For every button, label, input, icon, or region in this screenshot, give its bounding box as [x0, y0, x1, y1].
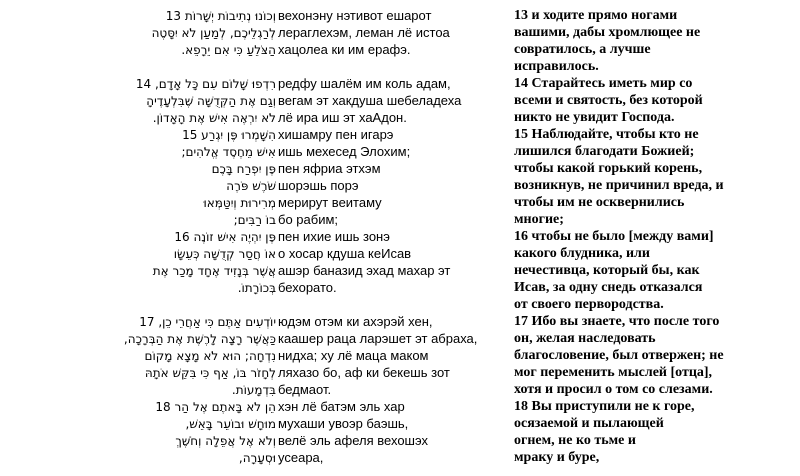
transliteration-line: пен яфриа этхэм [278, 161, 381, 176]
russian-line: 17 Ибо вы знаете, что после того [514, 314, 720, 329]
transliteration-line: хацолеа ки им ерафэ. [278, 42, 411, 57]
russian-line: благословение, был отвержен; не [514, 348, 724, 363]
russian-line: многие; [514, 212, 564, 227]
hebrew-line: רִדְפוּ שָׁלוֹם עִם כָּל אָדָם, 14 [135, 77, 276, 91]
transliteration-line: вегам эт хакдуша шебеладеха [278, 93, 462, 108]
hebrew-line: לְחָזֹר בּוֹ, אַף כִּי בִּקֵּשׁ אֹתָהּ [144, 366, 276, 380]
hebrew-line: כַּאֲשֶׁר רָצָה לָרֶשֶׁת אֶת הַבְּרָכָה, [123, 332, 276, 346]
russian-line: возникнув, не причинил вреда, и [514, 178, 724, 193]
transliteration-line: ишь мехесед Элохим; [278, 144, 411, 159]
transliteration-line: усеара, [278, 450, 324, 465]
russian-line: нечестивца, который бы, как [514, 263, 700, 278]
hebrew-line: מְרִירוּת וְיִטַּמְּאוּ [203, 196, 276, 210]
russian-line: совратилось, а лучше [514, 42, 651, 57]
hebrew-line: וְכוֹנוּ נְתִיבוֹת יְשָׁרוֹת 13 [165, 9, 276, 23]
hebrew-line: בְּכוֹרָתוֹ. [237, 281, 276, 295]
russian-line: чтобы им не осквернились [514, 195, 685, 210]
russian-line: огнем, не ко тьме и [514, 433, 636, 448]
transliteration-line: редфу шалём им коль адам, [278, 76, 451, 91]
transliteration-line: о хосар кдуша кеИсав [278, 246, 412, 261]
russian-line: 16 чтобы не было [между вами] [514, 229, 714, 244]
transliteration-line: вехонэну нэтивот ешарот [278, 8, 432, 23]
transliteration-line: хишамру пен игарэ [278, 127, 394, 142]
russian-line: никто не увидит Господа. [514, 110, 675, 125]
hebrew-line: וְלֹא אֶל אֲפֵלָה וְחֹשֶׁךְ [175, 434, 276, 448]
russian-line: от своего первородства. [514, 297, 664, 312]
russian-line: 14 Старайтесь иметь мир со [514, 76, 693, 91]
transliteration-line: юдэм отэм ки ахэрэй хен, [278, 314, 433, 329]
hebrew-line: הַצֹּלֵעַ כִּי אִם יֵרָפֵא. [181, 43, 276, 57]
transliteration-line: ляхазо бо, аф ки бекешь зот [278, 365, 450, 380]
hebrew-line: לֹא יִרְאֶה אִישׁ אֶת הָאָדוֹן. [152, 111, 276, 125]
hebrew-line: אוֹ חֲסַר קְדֻשָּׁה כְּעֵשָׂו [173, 247, 276, 261]
hebrew-line: שֹׁרֶשׁ פֹּרֶה [226, 179, 276, 193]
transliteration-line: каашер раца ларэшет эт абраха, [278, 331, 478, 346]
hebrew-line: בִּדְמָעוֹת. [231, 383, 276, 397]
russian-line: он, желая наследовать [514, 331, 656, 346]
hebrew-line: אֲשֶׁר בְּנָזִיד אֶחָד מָכַר אֶת [152, 264, 276, 278]
russian-line: вашими, дабы хромлющее не [514, 25, 701, 40]
transliteration-line: бедмаот. [278, 382, 332, 397]
hebrew-line: בוֹ רַבִּים; [233, 213, 276, 227]
transliteration-line: мухаши увоэр баэшь, [278, 416, 409, 431]
transliteration-line: пен ихие ишь зонэ [278, 229, 390, 244]
russian-line: всеми и святость, без которой [514, 93, 703, 108]
hebrew-line: נִדְחָה; הוּא לֹא מָצָא מָקוֹם [144, 349, 276, 363]
hebrew-line: הִשָּׁמְרוּ פֶּן יִגְרַע 15 [182, 128, 276, 142]
hebrew-line: וְגַם אֶת הַקְּדֻשָּׁה שֶׁבִּלְעָדֶיהָ [146, 94, 276, 108]
russian-line: исправилось. [514, 59, 599, 74]
transliteration-line: лё ира иш эт хаАдон. [278, 110, 407, 125]
russian-line: Исав, за одну снедь отказался [514, 280, 703, 295]
hebrew-line: פֶּן יִהְיֶה אִישׁ זוֹנֶה 16 [174, 230, 276, 244]
transliteration-line: нидха; ху лё маца маком [278, 348, 429, 363]
russian-line: мог переменить мыслей [отца], [514, 365, 713, 380]
hebrew-line: פֶּן יִפְרַח בָּכֶם [211, 162, 276, 176]
hebrew-line: וּסְעָרָה, [238, 451, 276, 465]
hebrew-line: מוּחָשׁ וּבוֹעֵר בָּאֵשׁ, [185, 417, 276, 431]
hebrew-line: הֵן לֹא בָּאתֶם אֶל הַר 18 [155, 400, 276, 414]
transliteration-line: хэн лё батэм эль хар [278, 399, 405, 414]
transliteration-line: велё эль афеля вехошэх [278, 433, 428, 448]
russian-line: 18 Вы приступили не к горе, [514, 399, 695, 414]
russian-line: лишился благодати Божией; [514, 144, 695, 159]
russian-line: чтобы какой горький корень, [514, 161, 703, 176]
transliteration-line: шорэшь порэ [278, 178, 359, 193]
russian-line: осязаемой и пылающей [514, 416, 664, 431]
russian-line: какого блудника, или [514, 246, 650, 261]
transliteration-line: мерирут веитаму [278, 195, 382, 210]
russian-line: 13 и ходите прямо ногами [514, 8, 678, 23]
transliteration-line: бехорато. [278, 280, 337, 295]
russian-line: 15 Наблюдайте, чтобы кто не [514, 127, 699, 142]
transliteration-line: бо рабим; [278, 212, 339, 227]
hebrew-line: לְרַגְלֵיכֶם, לְמַעַן לֹא יִסָּטֶה [151, 26, 276, 40]
hebrew-line: אִישׁ מֵחֶסֶד אֱלֹהִים; [181, 145, 276, 159]
hebrew-line: יוֹדְעִים אַתֶּם כִּי אַחֲרֵי כֵן, 17 [139, 315, 276, 329]
transliteration-line: лераглехэм, леман лё истоа [278, 25, 450, 40]
russian-line: мраку и буре, [514, 450, 600, 465]
russian-line: хотя и просил о том со слезами. [514, 382, 713, 397]
transliteration-line: ашэр баназид эхад махар эт [278, 263, 451, 278]
